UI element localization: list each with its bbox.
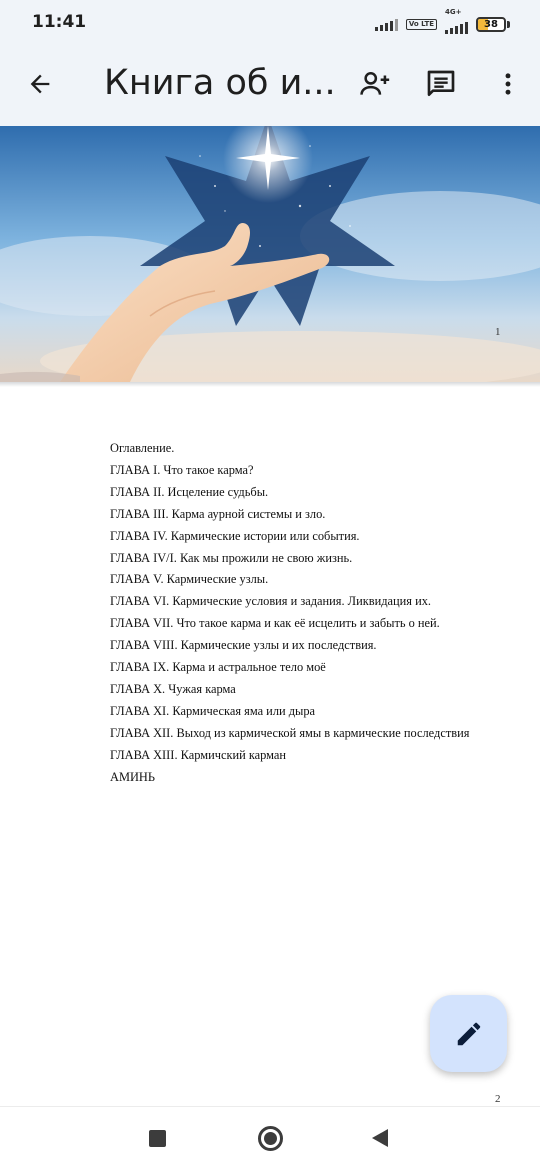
- toc-item: ГЛАВА XI. Кармическая яма или дыра: [110, 703, 316, 718]
- toc-item: ГЛАВА XII. Выход из кармической ямы в кармические последствия: [110, 725, 470, 740]
- toc-item: ГЛАВА VI. Кармические условия и задания. Ликвидация их.: [110, 594, 432, 609]
- toc-heading: Оглавление.: [110, 441, 175, 455]
- recents-square-icon[interactable]: [149, 1130, 166, 1147]
- back-button[interactable]: [20, 64, 60, 104]
- more-options-button[interactable]: [488, 64, 528, 104]
- back-arrow-icon: [26, 70, 54, 98]
- share-button[interactable]: [355, 64, 395, 104]
- page-break: [0, 382, 540, 387]
- document-title: Книга об и...: [104, 63, 336, 103]
- battery-level: 38: [484, 18, 498, 30]
- toc-item: ГЛАВА II. Исцеление судьбы.: [110, 484, 269, 499]
- toc-item: ГЛАВА VIII. Кармические узлы и их последствия.: [110, 638, 377, 653]
- battery-icon: [476, 17, 506, 32]
- add-person-icon: [358, 67, 392, 101]
- document-view[interactable]: [0, 126, 540, 1106]
- status-time: 11:41: [32, 12, 87, 32]
- network-label: 4G+: [445, 8, 462, 16]
- page-number-2: 2: [495, 1093, 501, 1105]
- toc-item: ГЛАВА IX. Карма и астральное тело моё: [110, 660, 326, 675]
- comments-button[interactable]: [421, 64, 461, 104]
- comment-icon: [425, 68, 457, 100]
- volte-icon: Vo LTE: [406, 19, 437, 30]
- toc-item: ГЛАВА X. Чужая карма: [110, 681, 236, 696]
- table-of-contents: [110, 438, 530, 789]
- app-bar: [0, 48, 540, 126]
- toc-item: ГЛАВА XIII. Кармичский карман: [110, 747, 287, 762]
- signal-icon: [375, 17, 398, 31]
- page-number-1: 1: [495, 326, 501, 338]
- status-bar: [0, 0, 540, 48]
- status-icons: [375, 8, 510, 34]
- toc-item: АМИНЬ: [110, 769, 155, 784]
- more-vert-icon: [494, 70, 522, 98]
- battery-tip: [507, 21, 510, 28]
- toc-item: ГЛАВА IV/I. Как мы прожили не свою жизнь.: [110, 550, 353, 565]
- toc-item: ГЛАВА IV. Кармические истории или события.: [110, 528, 360, 543]
- home-circle-icon[interactable]: [258, 1126, 283, 1151]
- toc-item: ГЛАВА VII. Что такое карма и как её исцелить и забыть о ней.: [110, 616, 440, 631]
- back-triangle-icon[interactable]: [372, 1129, 388, 1147]
- system-nav-bar: [0, 1106, 540, 1170]
- toc-item: ГЛАВА I. Что такое карма?: [110, 462, 254, 477]
- signal-4g-icon: [445, 8, 468, 34]
- toc-item: ГЛАВА III. Карма аурной системы и зло.: [110, 506, 326, 521]
- toc-item: ГЛАВА V. Кармические узлы.: [110, 572, 269, 587]
- edit-pencil-icon: [454, 1019, 484, 1049]
- edit-fab-button[interactable]: [430, 995, 507, 1072]
- home-dot: [264, 1132, 277, 1145]
- cover-image: [0, 126, 540, 382]
